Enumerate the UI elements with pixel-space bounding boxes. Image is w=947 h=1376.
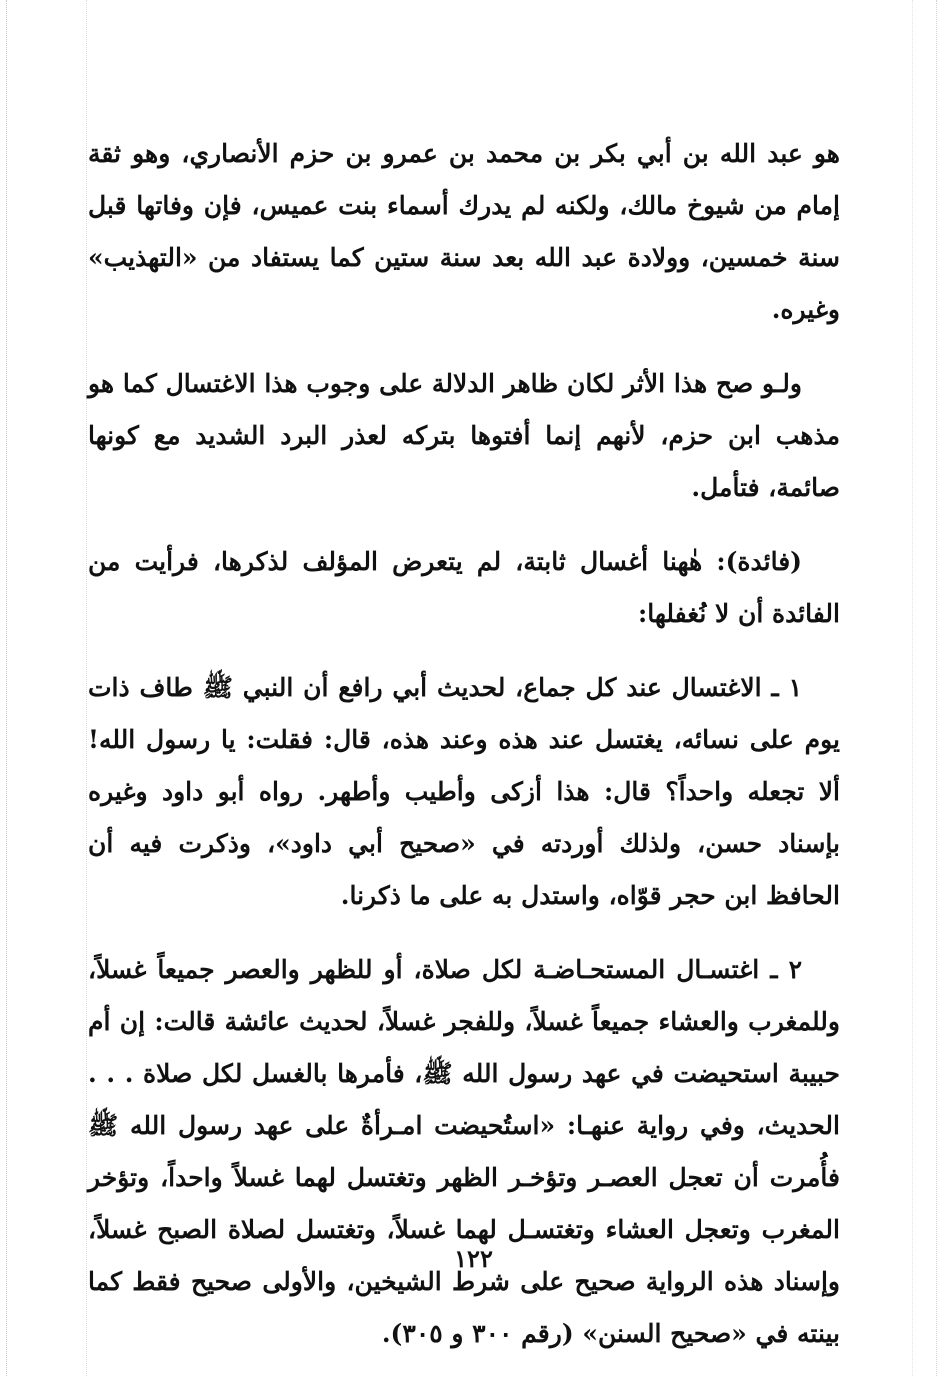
- scan-edge-left: [6, 0, 7, 1376]
- page-number: ١٢٢: [454, 1244, 493, 1273]
- paragraph-point-2: ٢ ـ اغتسـال المستحـاضـة لكل صلاة، أو للظهر والعصر جميعاً غسلاً، وللمغرب والعشاء جميعاً غسلاً، وللفجر غسلاً، لحديث عائشة قالت: إن أم حبيبة استحيضت في عهد رسول الله ﷺ، فأمرها بالغسل لكل صلاة . . . الحديث، وفي رواية عنهـا: «استُحيضت امـرأةٌ على عهد رسول الله ﷺ فأُمرت أن تعجل العصـر وتؤخـر الظهر وتغتسل لهما غسلاً واحداً، وتؤخر المغرب وتعجل العشاء وتغتسـل لهما غسلاً، وتغتسل لصلاة الصبح غسلاً، وإسناد هذه الرواية صحيح على شرط الشيخين، والأولى صحيح فقط كما بينته في «صحيح السنن» (رقم ٣٠٠ و ٣٠٥).: [88, 955, 840, 1348]
- paragraph-point-1: ١ ـ الاغتسال عند كل جماع، لحديث أبي رافع أن النبي ﷺ طاف ذات يوم على نسائه، يغتسل عند هذه وعند هذه، قال: فقلت: يا رسول الله! ألا تجعله واحداً؟ قال: هذا أزكى وأطيب وأطهر. رواه أبو داود وغيره بإسناد حسن، ولذلك أوردته في «صحيح أبي داود»، وذكرت فيه أن الحافظ ابن حجر قوّاه، واستدل به على ما ذكرنا.: [88, 673, 840, 910]
- paragraph-narrator-note: هو عبد الله بن أبي بكر بن محمد بن عمرو بن حزم الأنصاري، وهو ثقة إمام من شيوخ مالك، ولكنه لم يدرك أسماء بنت عميس، فإن وفاتها قبل سنة خمسين، وولادة عبد الله بعد سنة ستين كما يستفاد من «التهذيب» وغيره.: [88, 139, 840, 324]
- scan-edge-right: [936, 0, 937, 1376]
- paragraph-benefit-intro: (فائدة): هٰهنا أغسال ثابتة، لم يتعرض المؤلف لذكرها، فرأيت من الفائدة أن لا نُغفلها:: [88, 547, 840, 628]
- body-text: [88, 128, 840, 1376]
- scan-edge-inner-left: [86, 0, 87, 1376]
- paragraph-athar-ruling: ولـو صح هذا الأثر لكان ظاهر الدلالة على وجوب هذا الاغتسال كما هو مذهب ابن حزم، لأنهم إنما أفتوها بتركه لعذر البرد الشديد مع كونها صائمة، فتأمل.: [88, 369, 840, 502]
- scan-edge-inner-right: [912, 0, 913, 1376]
